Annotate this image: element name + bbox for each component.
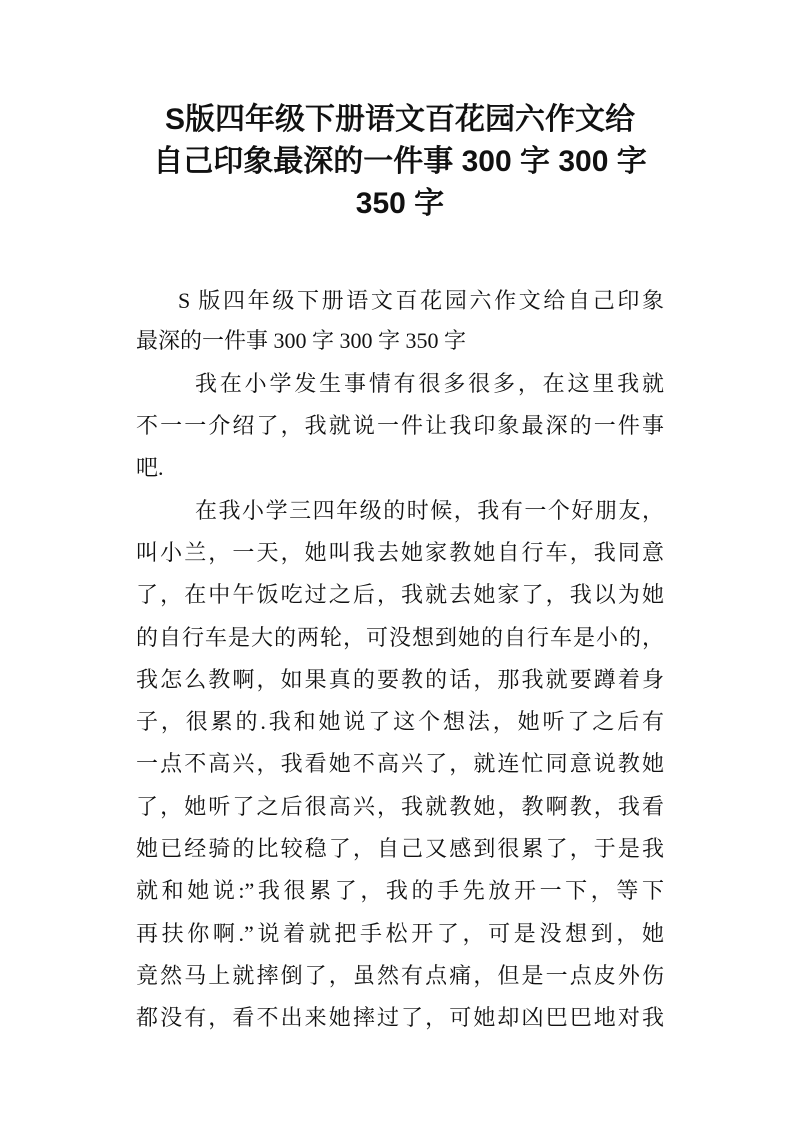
body-line: 就和她说:”我很累了，我的手先放开一下，等下	[136, 878, 664, 903]
body-line: 再扶你啊.”说着就把手松开了，可是没想到，她	[136, 921, 664, 946]
title-line: 350 字	[355, 187, 445, 220]
title-line: S版四年级下册语文百花园六作文给	[164, 103, 635, 136]
body-line: 一点不高兴，我看她不高兴了，就连忙同意说教她	[136, 751, 664, 776]
body-line: 吧.	[136, 455, 164, 480]
body-line: 都没有，看不出来她摔过了，可她却凶巴巴地对我	[136, 1005, 664, 1030]
body-line: 我在小学发生事情有很多很多，在这里我就	[195, 371, 664, 396]
body-line: 不一一介绍了，我就说一件让我印象最深的一件事	[136, 413, 664, 438]
title-line: 自己印象最深的一件事 300 字 300 字	[153, 145, 647, 178]
body-line: 最深的一件事 300 字 300 字 350 字	[136, 328, 467, 353]
body-line: 了，她听了之后很高兴，我就教她，教啊教，我看	[136, 794, 664, 819]
body-line: 竟然马上就摔倒了，虽然有点痛，但是一点皮外伤	[136, 963, 664, 988]
body-line: 子，很累的.我和她说了这个想法，她听了之后有	[136, 709, 664, 734]
body-line: 的自行车是大的两轮，可没想到她的自行车是小的，	[136, 625, 664, 650]
body-line: 了，在中午饭吃过之后，我就去她家了，我以为她	[136, 582, 664, 607]
body-line: S 版四年级下册语文百花园六作文给自己印象	[178, 288, 664, 313]
body-line: 在我小学三四年级的时候，我有一个好朋友，	[195, 498, 664, 523]
body-line: 叫小兰，一天，她叫我去她家教她自行车，我同意	[136, 540, 664, 565]
body-line: 我怎么教啊，如果真的要教的话，那我就要蹲着身	[136, 667, 664, 692]
body-line: 她已经骑的比较稳了，自己又感到很累了，于是我	[136, 836, 664, 861]
